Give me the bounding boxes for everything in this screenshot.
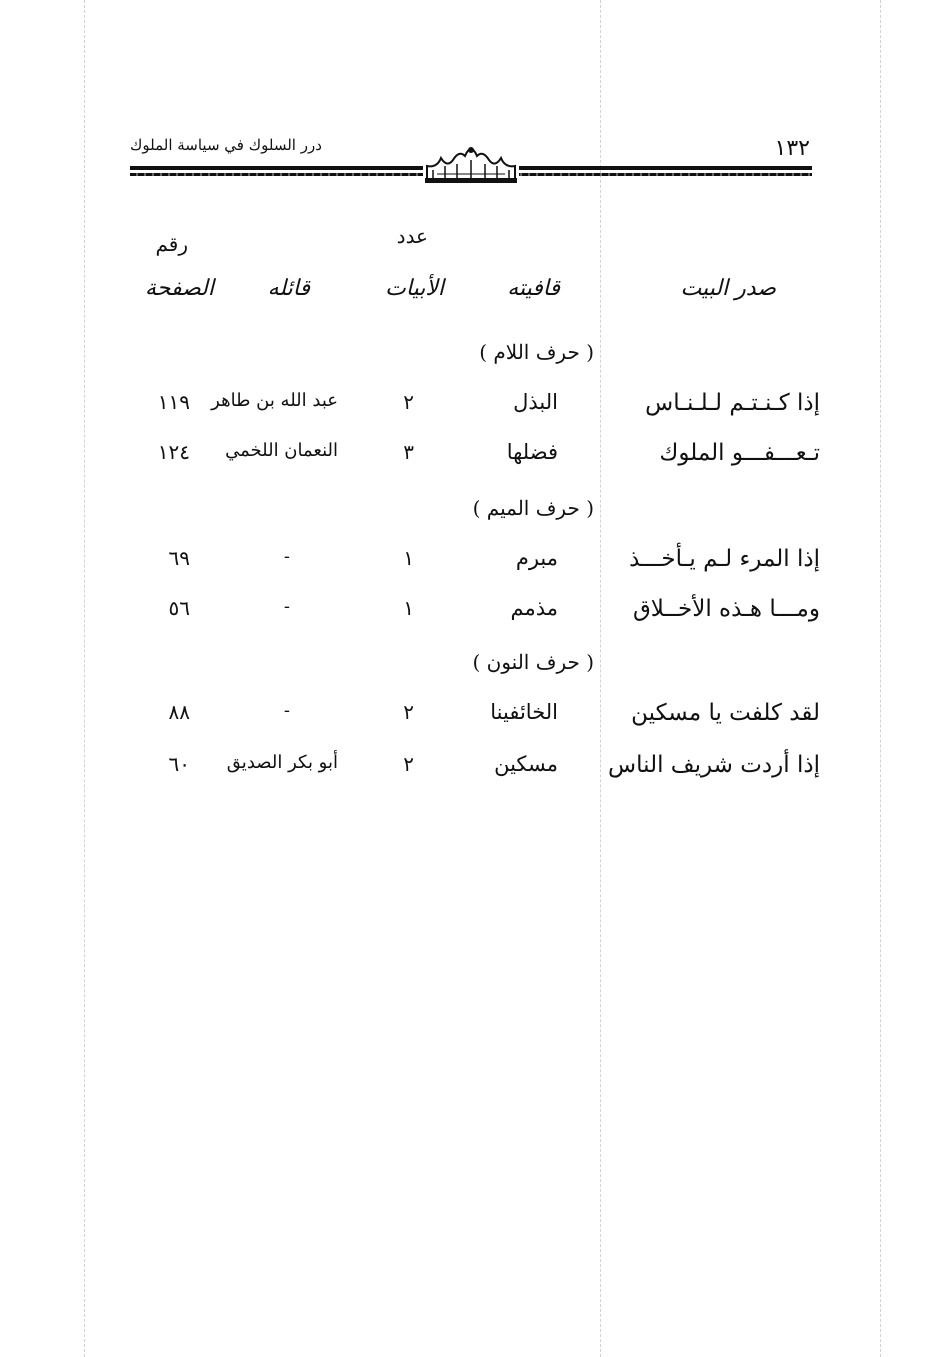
page-cell: ٨٨ [168, 700, 190, 724]
rhyme-cell: فضلها [506, 440, 558, 464]
poet-cell: - [283, 546, 290, 567]
rhyme-cell: مسكين [494, 752, 558, 776]
crown-ornament-icon [423, 138, 519, 184]
page-header [130, 128, 812, 188]
table-row [0, 440, 934, 480]
verse-cell: إذا المرء لـم يـأخـــذ [629, 546, 820, 572]
verse-cell: ومـــا هـذه الأخــلاق [632, 596, 820, 622]
page-cell: ٦٩ [168, 546, 190, 570]
column-header-verse: صدر البيت [680, 276, 776, 301]
poet-cell: عبد الله بن طاهر [211, 390, 338, 411]
column-header-count: الأبيات [385, 276, 444, 301]
rhyme-cell: مذمم [510, 596, 558, 620]
rhyme-cell: البذل [513, 390, 558, 414]
count-cell: ٢ [403, 700, 414, 724]
column-header-page-top: رقم [155, 232, 188, 256]
rhyme-cell: الخائفينا [490, 700, 558, 724]
page-cell: ١١٩ [157, 390, 190, 414]
column-header-count-top: عدد [396, 224, 428, 248]
scan-guide-line [84, 0, 85, 1357]
scan-guide-line [600, 0, 601, 1357]
poet-cell: - [283, 700, 290, 721]
column-header-page: الصفحة [144, 276, 214, 301]
page-cell: ٦٠ [168, 752, 190, 776]
scan-guide-line [880, 0, 881, 1357]
poet-cell: - [283, 596, 290, 617]
poet-cell: أبو بكر الصديق [226, 752, 338, 773]
page-cell: ١٢٤ [157, 440, 190, 464]
count-cell: ٣ [403, 440, 414, 464]
table-row [0, 390, 934, 430]
section-title-nun: ( حرف النون ) [472, 650, 594, 674]
rhyme-cell: مبرم [515, 546, 558, 570]
running-title: درر السلوك في سياسة الملوك [130, 136, 322, 154]
count-cell: ٢ [403, 752, 414, 776]
page-cell: ٥٦ [168, 596, 190, 620]
count-cell: ١ [403, 596, 414, 620]
page-number: ١٣٢ [774, 136, 810, 161]
table-row [0, 700, 934, 740]
verse-cell: إذا كـنـتـم لـلـنـاس [645, 390, 820, 416]
section-title-lam: ( حرف اللام ) [479, 340, 594, 364]
verse-cell: إذا أردت شريف الناس [608, 752, 820, 778]
count-cell: ١ [403, 546, 414, 570]
column-header-rhyme: قافيته [507, 276, 560, 301]
table-row [0, 546, 934, 586]
count-cell: ٢ [403, 390, 414, 414]
column-header-poet: قائله [267, 276, 310, 301]
poet-cell: النعمان اللخمي [225, 440, 338, 461]
section-title-mim: ( حرف الميم ) [472, 496, 594, 520]
table-row [0, 596, 934, 636]
table-row [0, 752, 934, 792]
verse-cell: تـعـــفـــو الملوك [659, 440, 820, 466]
verse-cell: لقد كلفت يا مسكين [631, 700, 820, 726]
